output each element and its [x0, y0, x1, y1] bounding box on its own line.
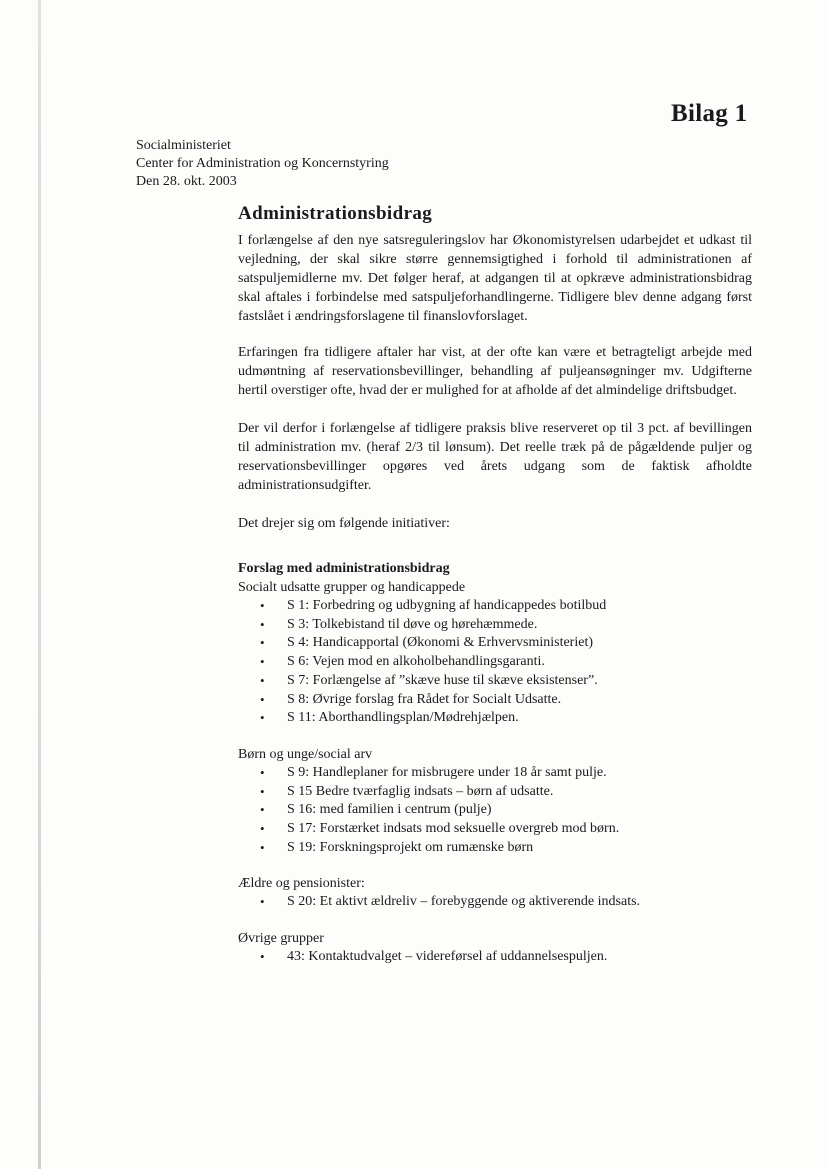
bullet-icon: • [260, 894, 265, 910]
group-heading: Øvrige grupper [238, 931, 324, 947]
scan-binding-edge [38, 0, 41, 1169]
list-item: • 43: Kontaktudvalget – videreførsel af uddannelsespuljen. [238, 948, 752, 967]
group-other [238, 929, 752, 967]
list-item: • S 7: Forlængelse af ”skæve huse til skæve eksistenser”. [238, 672, 752, 691]
bullet-icon: • [260, 821, 265, 837]
bullet-icon: • [260, 710, 265, 726]
list-item: • S 3: Tolkebistand til døve og hørehæmmede. [238, 616, 752, 635]
list-item: • S 8: Øvrige forslag fra Rådet for Socialt Udsatte. [238, 691, 752, 710]
group-heading: Socialt udsatte grupper og handicappede [238, 580, 466, 595]
group-heading: Børn og unge/social arv [238, 746, 373, 762]
initiative-list [238, 764, 752, 858]
list-item: • S 20: Et aktivt ældreliv – forebyggende og aktiverende indsats. [238, 893, 752, 912]
bullet-icon: • [260, 654, 265, 670]
list-item: • S 9: Handleplaner for misbrugere under 18 år samt pulje. [238, 764, 752, 783]
bullet-icon: • [260, 783, 265, 799]
bullet-icon: • [260, 635, 265, 651]
sender-ministry: Socialministeriet [136, 138, 231, 153]
paragraph-1: I forlængelse af den nye satsreguleringslov har Økonomistyrelsen udarbejdet et udkast til vejledning, der skal sikre større gennemsigtighed i forhold til administrationen af satspuljemidlerne mv. Det følger heraf, at adgangen til at opkræve administrationsbidrag skal aftales i forbindelse med satspuljeforhandlingerne. Tidligere blev denne adgang først fastslået i ændringsforslagene til finanslovforslaget. [238, 233, 752, 324]
document-title: Administrationsbidrag [238, 203, 433, 224]
paragraph-intro-list: Det drejer sig om følgende initiativer: [238, 516, 450, 531]
sender-date: Den 28. okt. 2003 [136, 174, 237, 189]
appendix-label: Bilag 1 [671, 100, 748, 127]
sender-department: Center for Administration og Koncernstyring [136, 156, 389, 171]
bullet-icon: • [260, 839, 265, 855]
group-elderly [238, 874, 752, 912]
list-item: • S 11: Aborthandlingsplan/Mødrehjælpen. [238, 709, 752, 728]
list-item: • S 17: Forstærket indsats mod seksuelle overgreb mod børn. [238, 820, 752, 839]
bullet-icon: • [260, 802, 265, 818]
initiative-list [238, 893, 752, 912]
list-item: • S 1: Forbedring og udbygning af handicappedes botilbud [238, 597, 752, 616]
bullet-icon: • [260, 691, 265, 707]
group-children-youth [238, 745, 752, 858]
group-heading: Ældre og pensionister: [238, 876, 365, 892]
list-item: • S 15 Bedre tværfaglig indsats – børn af udsatte. [238, 783, 752, 802]
bullet-icon: • [260, 672, 265, 688]
list-item: • S 4: Handicapportal (Økonomi & Erhvervsministeriet) [238, 634, 752, 653]
group-socially-vulnerable [238, 578, 752, 728]
list-item: • S 6: Vejen mod en alkoholbehandlingsgaranti. [238, 653, 752, 672]
paragraph-3: Der vil derfor i forlængelse af tidligere praksis blive reserveret op til 3 pct. af bevillingen til administration mv. (heraf 2/3 til lønsum). Det reelle træk på de pågældende puljer og reservationsbevillinger opgøres ved årets udgang som de faktisk afholdte administrationsudgifter. [238, 421, 752, 493]
sender-block [136, 137, 389, 191]
section-heading: Forslag med administrationsbidrag [238, 561, 450, 576]
document-body [238, 203, 752, 967]
initiative-list [238, 948, 752, 967]
bullet-icon: • [260, 764, 265, 780]
paragraph-2: Erfaringen fra tidligere aftaler har vist, at der ofte kan være et betragteligt arbejde med udmøntning af reservationsbevillinger, behandling af puljeansøgninger mv. Udgifterne hertil overstiger ofte, hvad der er mulighed for at afholde af det almindelige driftsbudget. [238, 345, 752, 398]
bullet-icon: • [260, 616, 265, 632]
bullet-icon: • [260, 598, 265, 613]
bullet-icon: • [260, 949, 265, 965]
initiative-list [238, 597, 752, 728]
list-item: • S 19: Forskningsprojekt om rumænske børn [238, 839, 752, 858]
list-item: • S 16: med familien i centrum (pulje) [238, 801, 752, 820]
